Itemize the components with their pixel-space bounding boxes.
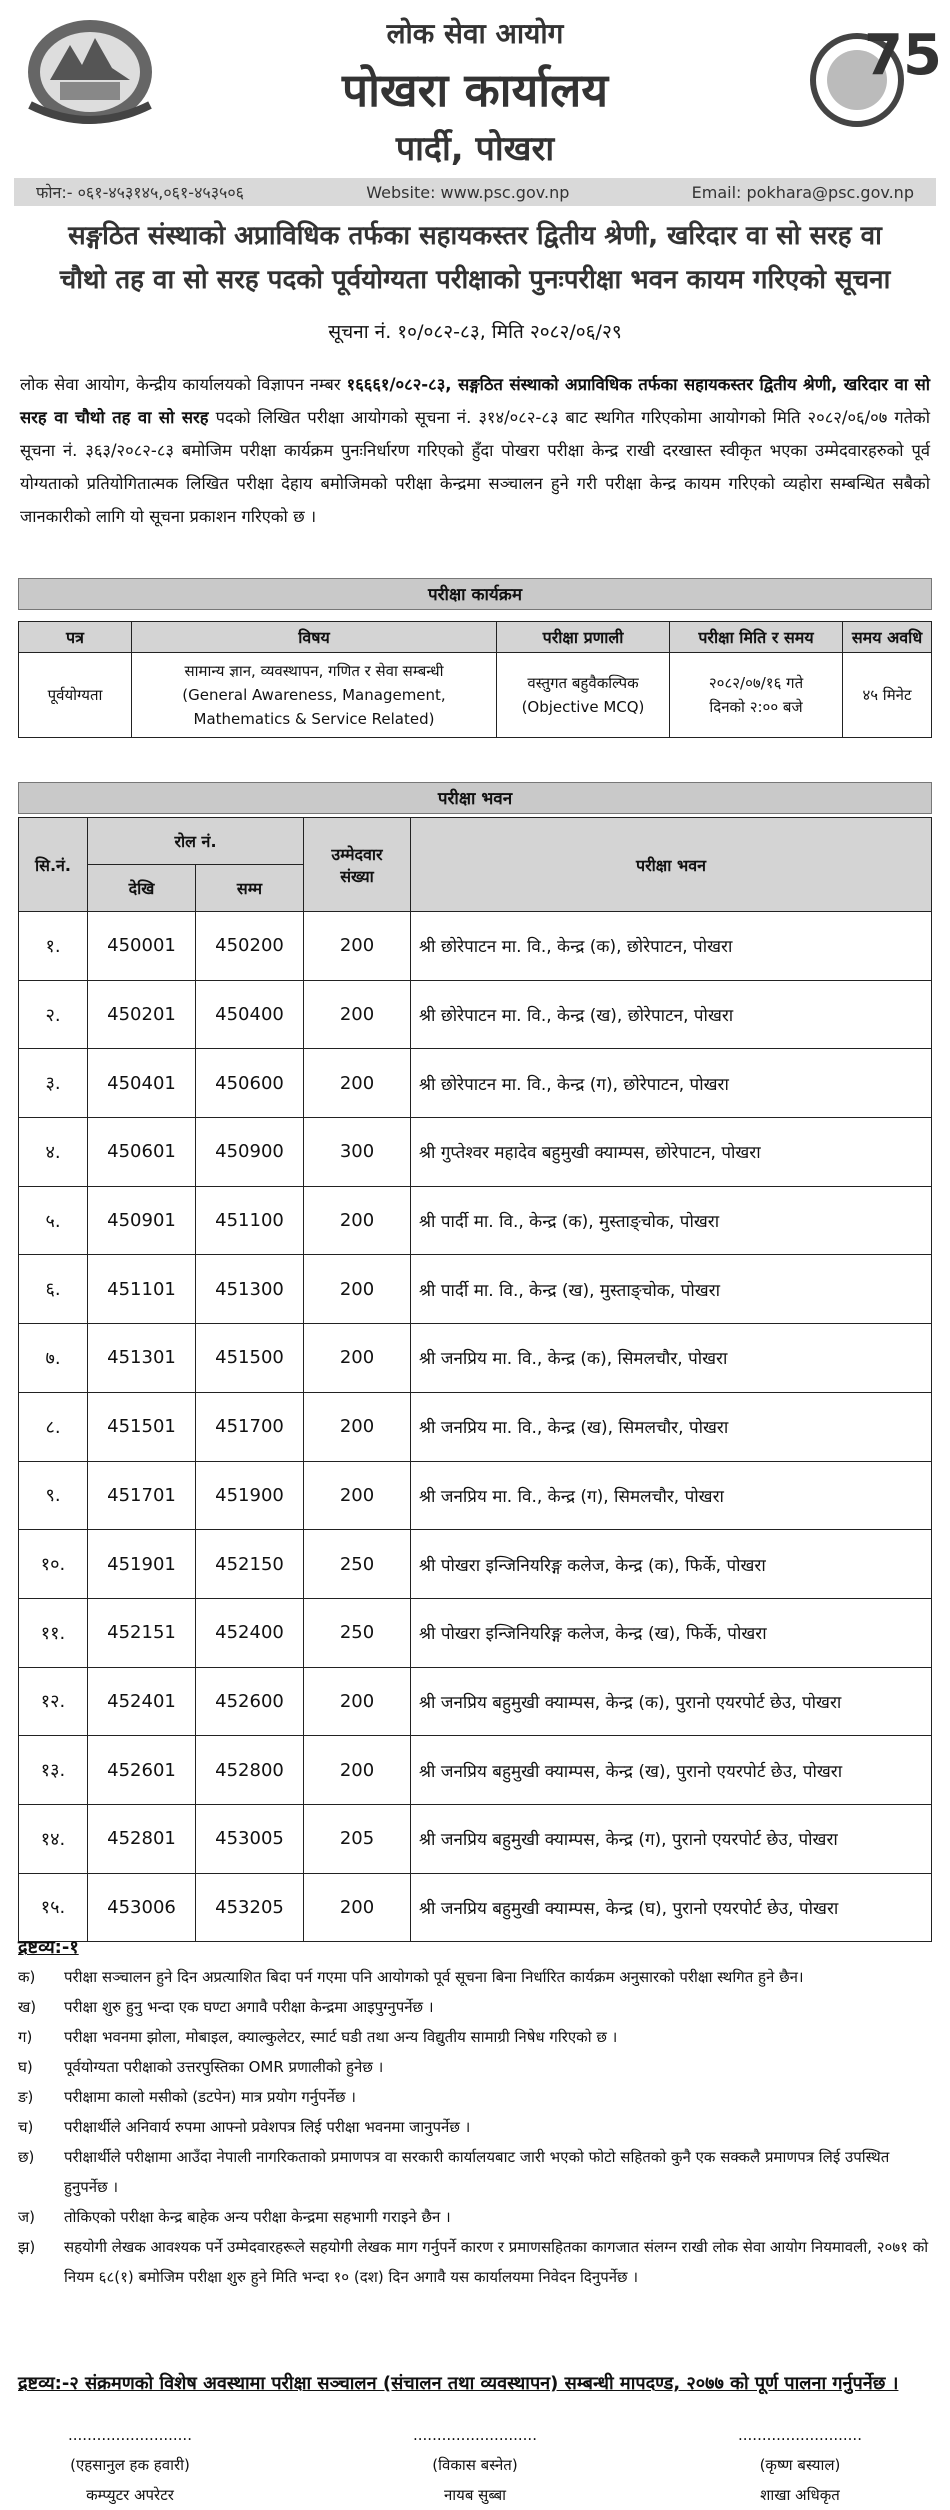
notes-list (18, 1962, 932, 2292)
venue-col-roll: रोल नं. (88, 818, 304, 865)
row-venue: श्री जनप्रिय बहुमुखी क्याम्पस, केन्द्र (घ), पुरानो एयरपोर्ट छेउ, पोखरा (411, 1873, 932, 1942)
table-row (19, 1598, 932, 1667)
row-roll-from: 452151 (88, 1598, 196, 1667)
row-venue: श्री छोरेपाटन मा. वि., केन्द्र (ख), छोरेपाटन, पोखरा (411, 980, 932, 1049)
signatory-dots: .......................... (738, 2426, 862, 2444)
row-sn: ७. (19, 1324, 88, 1393)
signatory-name: (कृष्ण बस्याल) (759, 2456, 841, 2474)
list-item (18, 2202, 932, 2232)
row-roll-from: 451901 (88, 1530, 196, 1599)
signatory-dots: .......................... (68, 2426, 192, 2444)
table-row (19, 1530, 932, 1599)
row-venue: श्री जनप्रिय मा. वि., केन्द्र (ख), सिमलचौर, पोखरा (411, 1392, 932, 1461)
signatory (345, 2420, 605, 2510)
count-header-line: उम्मेदवार (331, 844, 383, 864)
row-venue: श्री जनप्रिय मा. वि., केन्द्र (ग), सिमलचौर, पोखरा (411, 1461, 932, 1530)
program-duration: ४५ मिनेट (843, 653, 932, 738)
row-roll-to: 452150 (196, 1530, 304, 1599)
table-row (19, 1324, 932, 1393)
row-roll-from: 452801 (88, 1804, 196, 1873)
table-row (19, 912, 932, 981)
row-sn: ४. (19, 1118, 88, 1187)
row-count: 205 (304, 1804, 411, 1873)
row-sn: १२. (19, 1667, 88, 1736)
row-venue: श्री पार्दी मा. वि., केन्द्र (क), मुस्ताङ्चोक, पोखरा (411, 1186, 932, 1255)
intro-paragraph (20, 368, 930, 533)
row-roll-from: 450001 (88, 912, 196, 981)
row-roll-to: 451300 (196, 1255, 304, 1324)
row-count: 200 (304, 1392, 411, 1461)
notice-number: सूचना नं. १०/०८२-८३, मिति २०८२/०६/२९ (328, 321, 622, 343)
signatory (670, 2420, 930, 2510)
note-text: परीक्षामा कालो मसीको (डटपेन) मात्र प्रयोग गर्नुपर्नेछ । (64, 2088, 356, 2106)
row-roll-from: 450901 (88, 1186, 196, 1255)
table-row (19, 980, 932, 1049)
note-text: परीक्षार्थीले अनिवार्य रुपमा आफ्नो प्रवेशपत्र लिई परीक्षा भवनमा जानुपर्नेछ । (64, 2118, 471, 2136)
row-roll-to: 451100 (196, 1186, 304, 1255)
row-roll-from: 450201 (88, 980, 196, 1049)
row-venue: श्री जनप्रिय बहुमुखी क्याम्पस, केन्द्र (ग), पुरानो एयरपोर्ट छेउ, पोखरा (411, 1804, 932, 1873)
intro-text-c: पदको लिखित परीक्षा आयोगको सूचना नं. ३१४/०८२-८३ बाट स्थगित गरिएकोमा आयोगको मिति २०८२/०६/०७ गतेको सूचना नं. ३६३/२०८२-८३ बमोजिम परीक्षा कार्यक्रम पुनःनिर्धारण गरिएको हुँदा पोखरा परीक्षा केन्द्र राखी दरखास्त स्वीकृत भएका उम्मेदवारहरुको पूर्व योग्यताको प्रतियोगितात्मक लिखित परीक्षा देहाय बमोजिमको परीक्षा केन्द्रमा सञ्चालन हुने गरी परीक्षा केन्द्र कायम गरिएको व्यहोरा सम्बन्धित सबैको जानकारीको लागि यो सूचना प्रकाशन गरिएको छ । (20, 408, 930, 526)
note-text: सहयोगी लेखक आवश्यक पर्ने उम्मेदवारहरूले सहयोगी लेखक माग गर्नुपर्ने कारण र प्रमाणसहितका कागजात संलग्न राखी लोक सेवा आयोग नियमावली, २०७१ को नियम ६८(१) बमोजिम परीक्षा शुरु हुने मिति भन्दा १० (दश) दिन अगावै यस कार्यालयमा निवेदन दिनुपर्नेछ । (64, 2238, 929, 2286)
row-count: 200 (304, 1667, 411, 1736)
row-roll-to: 451500 (196, 1324, 304, 1393)
row-venue: श्री छोरेपाटन मा. वि., केन्द्र (क), छोरेपाटन, पोखरा (411, 912, 932, 981)
venue-col-sn: सि.नं. (19, 818, 88, 912)
row-count: 200 (304, 1255, 411, 1324)
note-text: परीक्षा भवनमा झोला, मोबाइल, क्याल्कुलेटर, स्मार्ट घडी तथा अन्य विद्युतीय सामाग्री निषेध गरिएको छ । (64, 2028, 618, 2046)
note-text: परीक्षा शुरु हुनु भन्दा एक घण्टा अगावै परीक्षा केन्द्रमा आइपुग्नुपर्नेछ । (64, 1998, 434, 2016)
note-key: ख) (18, 1998, 37, 2016)
row-count: 200 (304, 1873, 411, 1942)
table-row (19, 1186, 932, 1255)
venue-col-to: सम्म (196, 865, 304, 912)
note-key: च) (18, 2118, 34, 2136)
email-link[interactable]: Email: pokhara@psc.gov.np (691, 182, 914, 202)
subject-line: Mathematics & Service Related) (193, 710, 435, 728)
list-item (18, 1992, 932, 2022)
row-roll-to: 450200 (196, 912, 304, 981)
office-name: पोखरा कार्यालय (341, 63, 609, 117)
list-item (18, 2082, 932, 2112)
program-col-system: परीक्षा प्रणाली (497, 622, 670, 653)
letterhead (0, 0, 950, 202)
program-col-date: परीक्षा मिति र समय (670, 622, 843, 653)
table-row (19, 1461, 932, 1530)
date-line: २०८२/०७/१६ गते (708, 674, 804, 692)
list-item (18, 1962, 932, 1992)
note-key: क) (18, 1968, 36, 1986)
list-item (18, 2142, 932, 2202)
notice-title-line2: चौथो तह वा सो सरह पदको पूर्वयोग्यता परीक्षाको पुनःपरीक्षा भवन कायम गरिएको सूचना (59, 265, 891, 295)
row-count: 250 (304, 1598, 411, 1667)
website-link[interactable]: Website: www.psc.gov.np (366, 182, 570, 202)
table-row (19, 1049, 932, 1118)
row-venue: श्री जनप्रिय बहुमुखी क्याम्पस, केन्द्र (क), पुरानो एयरपोर्ट छेउ, पोखरा (411, 1667, 932, 1736)
row-roll-from: 451101 (88, 1255, 196, 1324)
signatory (0, 2420, 260, 2510)
table-row (19, 1392, 932, 1461)
row-venue: श्री पोखरा इन्जिनियरिङ्ग कलेज, केन्द्र (ख), फिर्के, पोखरा (411, 1598, 932, 1667)
notes-heading: द्रष्टव्य:-१ (18, 1937, 79, 1958)
org-name: लोक सेवा आयोग (386, 17, 564, 50)
row-venue: श्री जनप्रिय बहुमुखी क्याम्पस, केन्द्र (ख), पुरानो एयरपोर्ट छेउ, पोखरा (411, 1736, 932, 1805)
program-col-duration: समय अवधि (843, 622, 932, 653)
list-item (18, 2052, 932, 2082)
row-roll-from: 451501 (88, 1392, 196, 1461)
row-roll-from: 451701 (88, 1461, 196, 1530)
subject-line: सामान्य ज्ञान, व्यवस्थापन, गणित र सेवा सम्बन्धी (184, 662, 444, 680)
note-text: परीक्षार्थीले परीक्षामा आउँदा नेपाली नागरिकताको प्रमाणपत्र वा सरकारी कार्यालयबाट जारी भएको फोटो सहितको कुनै एक सक्कलै प्रमाणपत्र लिई उपस्थित हुनुपर्नेछ । (64, 2148, 890, 2196)
note-text: पूर्वयोग्यता परीक्षाको उत्तरपुस्तिका OMR प्रणालीको हुनेछ । (64, 2058, 384, 2076)
venue-heading: परीक्षा भवन (18, 782, 932, 814)
note-text: परीक्षा सञ्चालन हुने दिन अप्रत्याशित बिदा पर्न गएमा पनि आयोगको पूर्व सूचना बिना निर्धारित कार्यक्रम अनुसारको परीक्षा स्थगित हुने छैन। (64, 1968, 804, 1986)
program-system (497, 653, 670, 738)
count-header-line: संख्या (340, 866, 374, 886)
notice-title (20, 214, 930, 302)
anniversary-75-logo-icon (802, 8, 942, 138)
subject-line: (General Awareness, Management, (182, 686, 446, 704)
row-roll-from: 450601 (88, 1118, 196, 1187)
table-row (19, 1804, 932, 1873)
program-date (670, 653, 843, 738)
table-row (19, 1873, 932, 1942)
row-roll-to: 452400 (196, 1598, 304, 1667)
venue-col-venue: परीक्षा भवन (411, 818, 932, 912)
program-col-subject: विषय (132, 622, 497, 653)
row-roll-to: 450400 (196, 980, 304, 1049)
list-item (18, 2022, 932, 2052)
row-sn: १. (19, 912, 88, 981)
row-venue: श्री पार्दी मा. वि., केन्द्र (ख), मुस्ताङ्चोक, पोखरा (411, 1255, 932, 1324)
system-line: वस्तुगत बहुवैकल्पिक (527, 674, 639, 692)
row-sn: १५. (19, 1873, 88, 1942)
office-location: पार्दी, पोखरा (395, 129, 555, 169)
row-roll-to: 453005 (196, 1804, 304, 1873)
row-count: 200 (304, 1186, 411, 1255)
list-item (18, 2232, 932, 2292)
note-key: घ) (18, 2058, 33, 2076)
row-roll-from: 452601 (88, 1736, 196, 1805)
row-roll-to: 452600 (196, 1667, 304, 1736)
intro-text-bold: १६६६१/०८२-८३, सङ्गठित संस्थाको अप्राविधिक तर्फका सहायकस्तर द्वितीय श्रेणी, खरिदार वा सो सरह वा चौथो तह वा सो सरह (20, 375, 930, 427)
row-roll-to: 451900 (196, 1461, 304, 1530)
svg-text:75: 75 (864, 23, 942, 88)
intro-text-a: लोक सेवा आयोग, केन्द्रीय कार्यालयको विज्ञापन नम्बर (20, 375, 347, 394)
footnote: द्रष्टव्य:-२ संक्रमणको विशेष अवस्थामा परीक्षा सञ्चालन (संचालन तथा व्यवस्थापन) सम्बन्धी मापदण्ड, २०७७ को पूर्ण पालना गर्नुपर्नेछ । (18, 2373, 899, 2394)
note-key: ङ) (18, 2088, 34, 2106)
program-subject (132, 653, 497, 738)
program-table (18, 621, 932, 738)
row-sn: ५. (19, 1186, 88, 1255)
table-row (19, 1118, 932, 1187)
date-line: दिनको २:०० बजे (709, 698, 803, 716)
row-count: 200 (304, 980, 411, 1049)
note-key: ग) (18, 2028, 33, 2046)
program-paper: पूर्वयोग्यता (19, 653, 132, 738)
row-venue: श्री छोरेपाटन मा. वि., केन्द्र (ग), छोरेपाटन, पोखरा (411, 1049, 932, 1118)
note-key: झ) (18, 2238, 36, 2256)
notice-title-line1: सङ्गठित संस्थाको अप्राविधिक तर्फका सहायकस्तर द्वितीय श्रेणी, खरिदार वा सो सरह वा (68, 221, 882, 251)
note-key: ज) (18, 2208, 35, 2226)
note-key: छ) (18, 2148, 35, 2166)
system-line: (Objective MCQ) (521, 698, 645, 716)
row-count: 200 (304, 1736, 411, 1805)
table-row (19, 1255, 932, 1324)
row-roll-to: 453205 (196, 1873, 304, 1942)
row-roll-to: 450600 (196, 1049, 304, 1118)
row-roll-from: 452401 (88, 1667, 196, 1736)
row-count: 200 (304, 1324, 411, 1393)
table-row (19, 1736, 932, 1805)
contact-bar (14, 178, 936, 206)
row-roll-to: 452800 (196, 1736, 304, 1805)
venue-col-count (304, 818, 411, 912)
venue-table (18, 817, 932, 1942)
table-row (19, 1667, 932, 1736)
row-roll-from: 450401 (88, 1049, 196, 1118)
row-sn: ६. (19, 1255, 88, 1324)
signatory-title: शाखा अधिकृत (760, 2486, 840, 2504)
row-sn: १३. (19, 1736, 88, 1805)
program-heading: परीक्षा कार्यक्रम (18, 578, 932, 610)
row-count: 200 (304, 1049, 411, 1118)
row-sn: ९. (19, 1461, 88, 1530)
signatory-dots: .......................... (413, 2426, 537, 2444)
row-count: 200 (304, 912, 411, 981)
row-sn: ३. (19, 1049, 88, 1118)
row-roll-to: 450900 (196, 1118, 304, 1187)
list-item (18, 2112, 932, 2142)
row-sn: ११. (19, 1598, 88, 1667)
program-col-paper: पत्र (19, 622, 132, 653)
row-venue: श्री गुप्तेश्वर महादेव बहुमुखी क्याम्पस, छोरेपाटन, पोखरा (411, 1118, 932, 1187)
row-venue: श्री पोखरा इन्जिनियरिङ्ग कलेज, केन्द्र (क), फिर्के, पोखरा (411, 1530, 932, 1599)
signatory-title: नायब सुब्बा (443, 2486, 507, 2504)
row-venue: श्री जनप्रिय मा. वि., केन्द्र (क), सिमलचौर, पोखरा (411, 1324, 932, 1393)
venue-col-from: देखि (88, 865, 196, 912)
signatory-name: (एहसानुल हक हवारी) (70, 2456, 190, 2474)
signatory-name: (विकास बस्नेत) (432, 2456, 518, 2474)
row-count: 250 (304, 1530, 411, 1599)
row-sn: २. (19, 980, 88, 1049)
phone-text: फोन:- ०६१-४५३१४५,०६१-४५३५०६ (36, 183, 245, 202)
row-sn: १४. (19, 1804, 88, 1873)
row-roll-from: 451301 (88, 1324, 196, 1393)
row-count: 300 (304, 1118, 411, 1187)
signatory-title: कम्प्युटर अपरेटर (86, 2486, 174, 2504)
note-text: तोकिएको परीक्षा केन्द्र बाहेक अन्य परीक्षा केन्द्रमा सहभागी गराइने छैन । (64, 2208, 451, 2226)
row-sn: ८. (19, 1392, 88, 1461)
row-count: 200 (304, 1461, 411, 1530)
row-roll-to: 451700 (196, 1392, 304, 1461)
row-sn: १०. (19, 1530, 88, 1599)
row-roll-from: 453006 (88, 1873, 196, 1942)
